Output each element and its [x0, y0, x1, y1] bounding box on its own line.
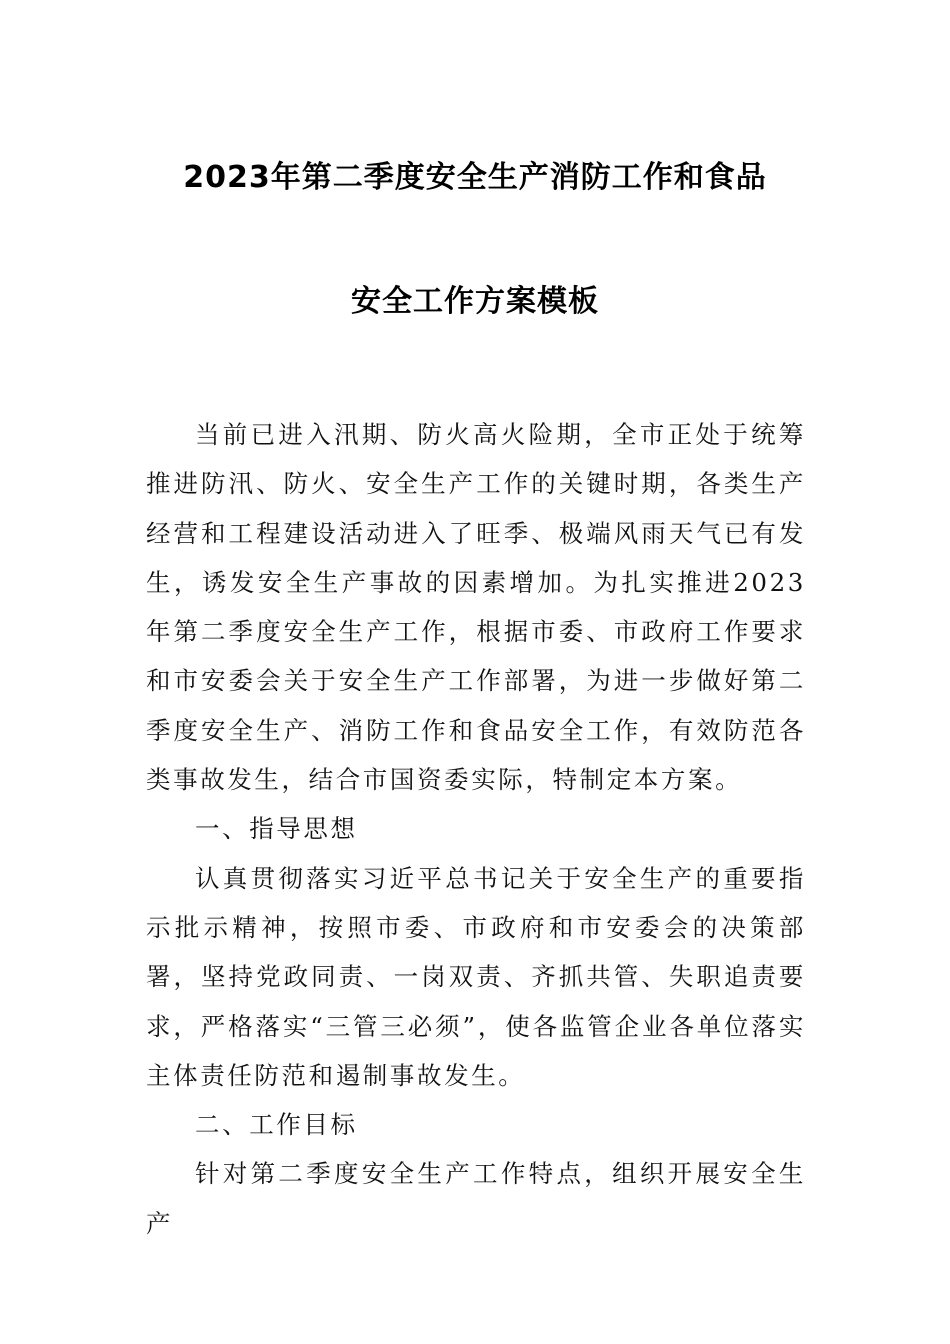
document-body [146, 410, 806, 1248]
section-heading-guiding-ideology: 一、指导思想 [195, 814, 358, 844]
document-title-line-2: 安全工作方案模板 [351, 284, 599, 319]
section-heading-work-goals: 二、工作目标 [195, 1110, 358, 1140]
section-paragraph-work-goals: 针对第二季度安全生产工作特点，组织开展安全生产 [146, 1159, 806, 1238]
intro-paragraph: 当前已进入汛期、防火高火险期，全市正处于统筹推进防汛、防火、安全生产工作的关键时期，各类生产经营和工程建设活动进入了旺季、极端风雨天气已有发生，诱发安全生产事故的因素增加。为扎实推进2023年第二季度安全生产工作，根据市委、市政府工作要求和市安委会关于安全生产工作部署，为进一步做好第二季度安全生产、消防工作和食品安全工作，有效防范各类事故发生，结合市国资委实际，特制定本方案。 [146, 420, 806, 795]
section-paragraph-guiding-ideology: 认真贯彻落实习近平总书记关于安全生产的重要指示批示精神，按照市委、市政府和市安委会的决策部署，坚持党政同责、一岗双责、齐抓共管、失职追责要求，严格落实“三管三必须”，使各监管企业各单位落实主体责任防范和遏制事故发生。 [146, 863, 806, 1090]
document-title-line-1: 2023年第二季度安全生产消防工作和食品 [183, 160, 767, 195]
